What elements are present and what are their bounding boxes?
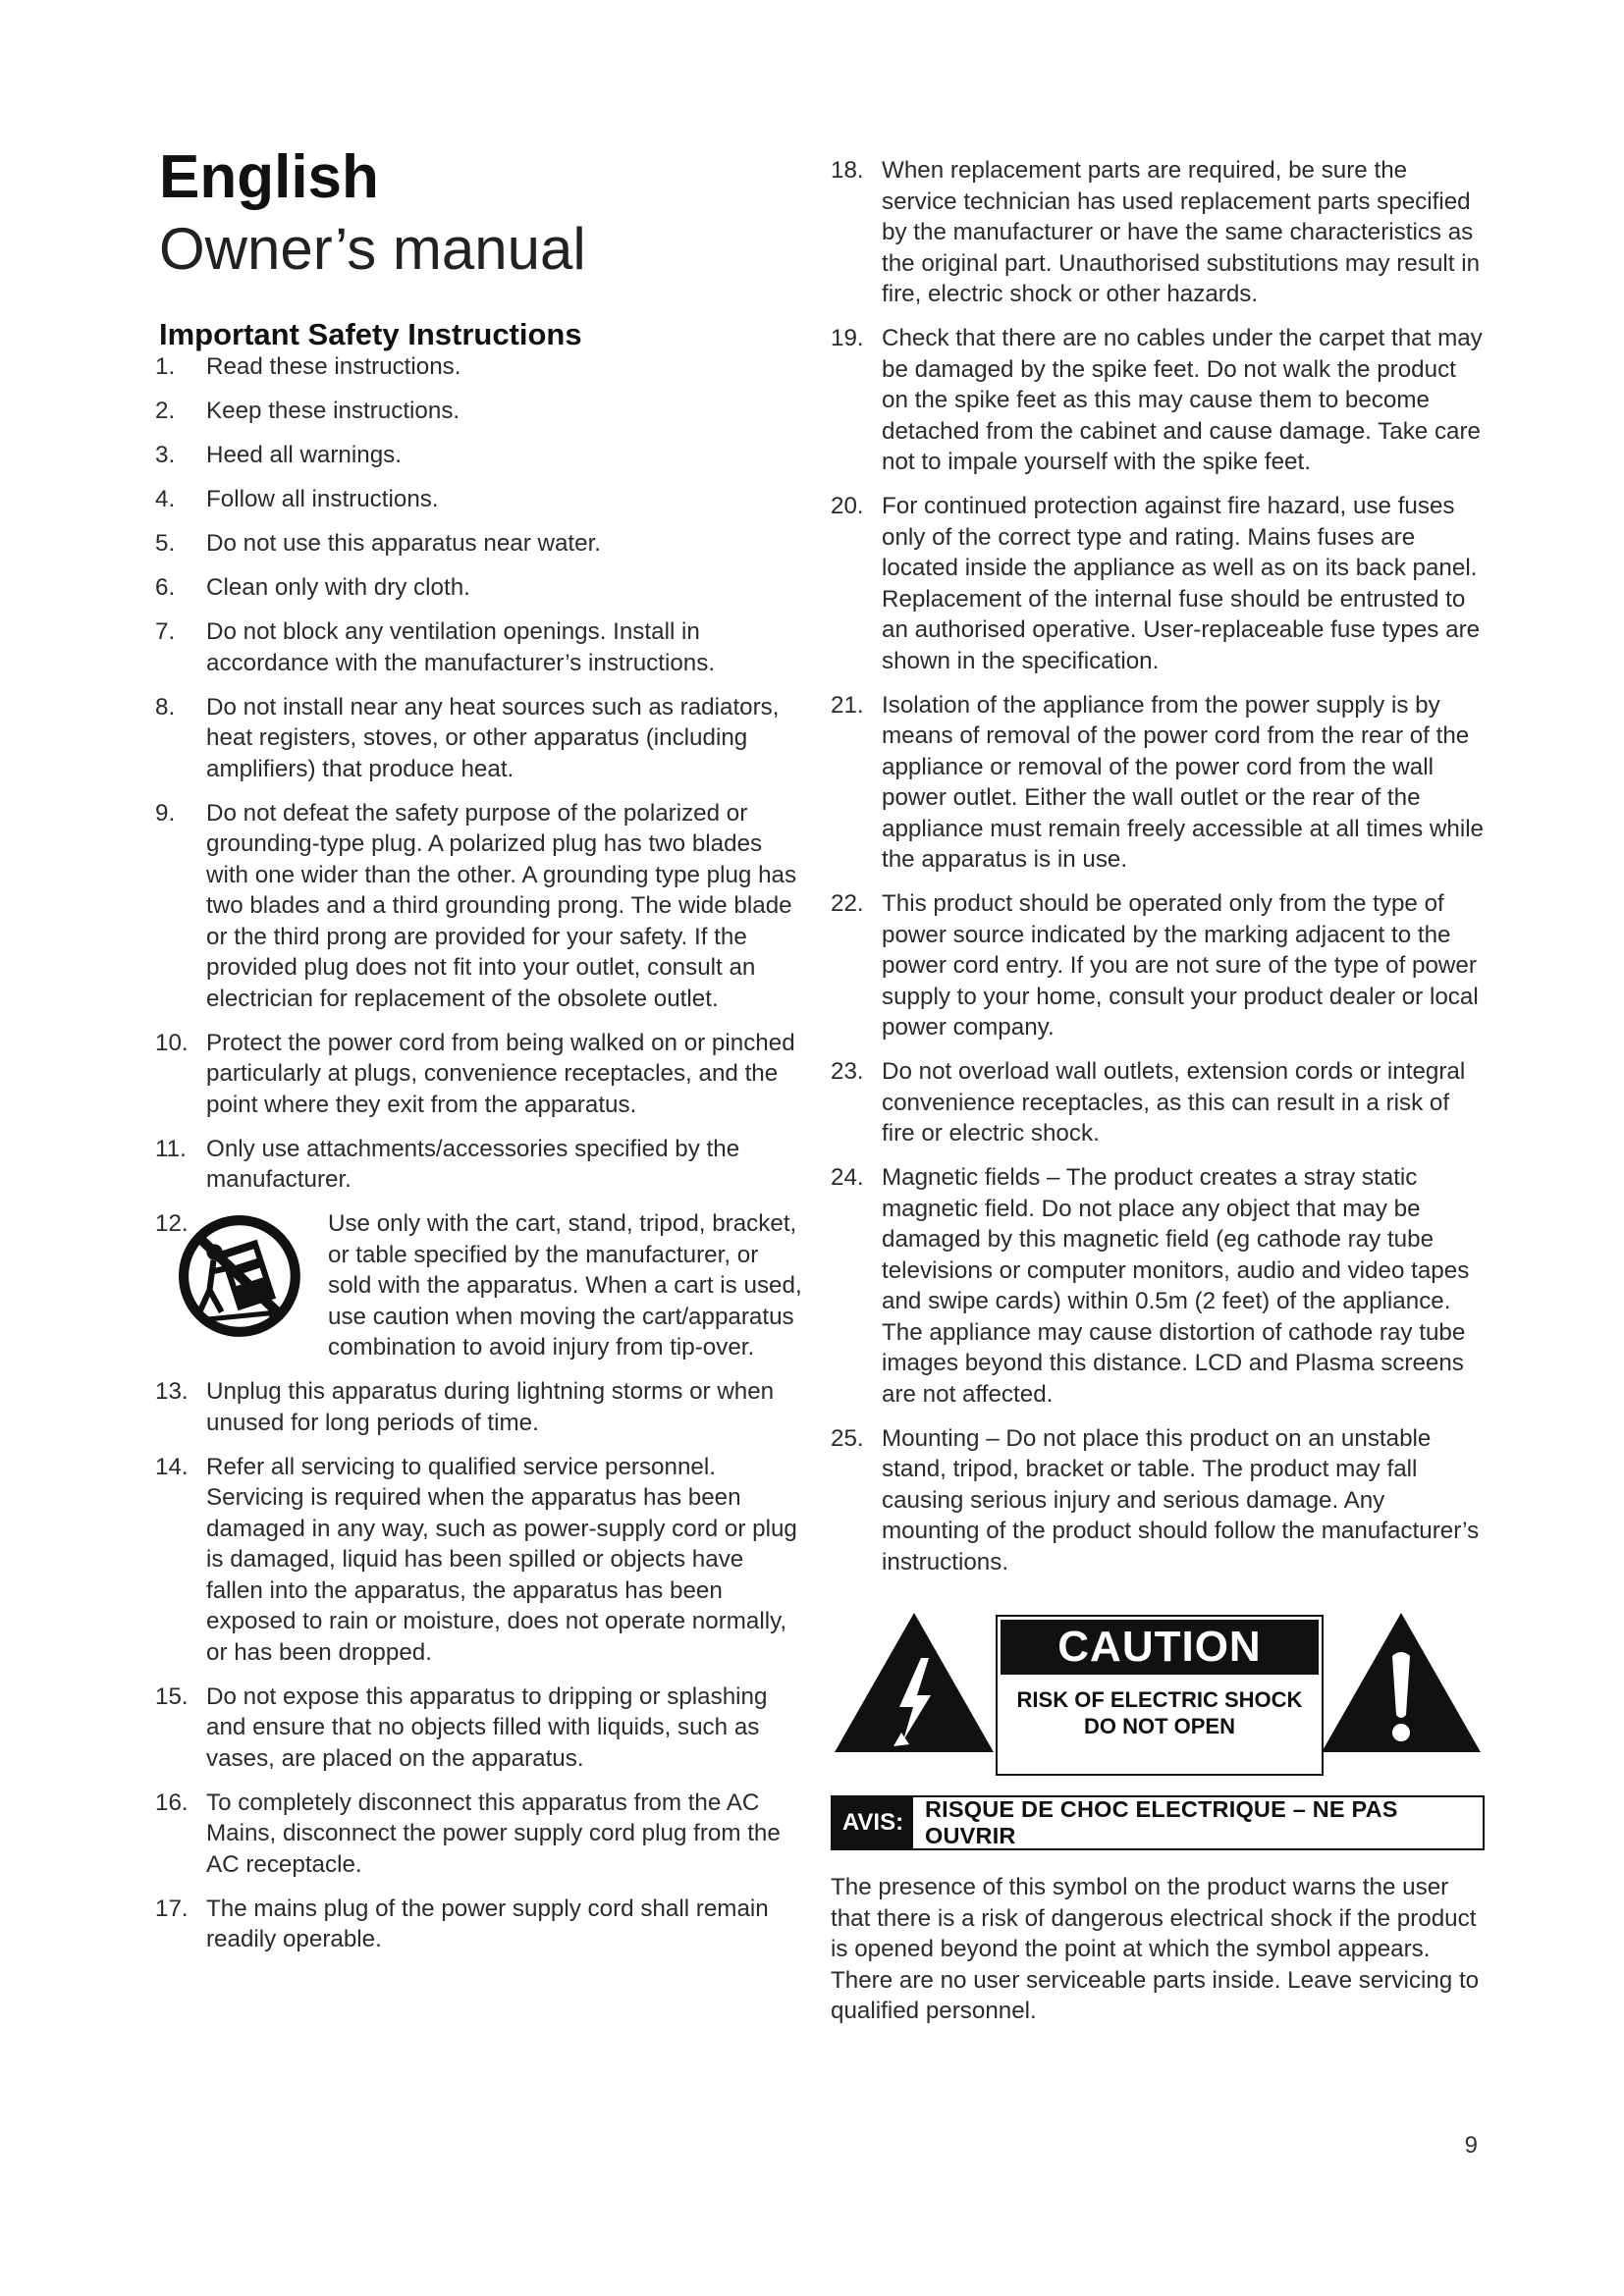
page-header xyxy=(159,143,787,352)
symbol-note: The presence of this symbol on the product warns the user that there is a risk of dangerous electrical shock if the product is opened beyond the point at which the symbol appears. There are no user serviceable parts inside. Leave servicing to qualified personnel. xyxy=(831,1874,1480,2024)
language-heading: English xyxy=(159,143,379,211)
list-item xyxy=(155,1788,805,1881)
item-text: Only use attachments/accessories specified by the manufacturer. xyxy=(206,1135,740,1193)
item-text: Do not overload wall outlets, extension cords or integral convenience receptacles, as this can result in a risk of fire or electric shock. xyxy=(882,1058,1466,1147)
list-item xyxy=(155,440,805,471)
list-item xyxy=(155,484,805,515)
list-item xyxy=(831,1423,1485,1578)
item-number: 20. xyxy=(831,493,864,519)
item-number: 15. xyxy=(155,1682,189,1710)
item-number: 9. xyxy=(155,799,176,827)
item-number: 19. xyxy=(831,325,864,351)
item-number: 1. xyxy=(155,353,176,380)
item-number: 14. xyxy=(155,1453,189,1480)
item-number: 22. xyxy=(831,890,864,917)
list-item xyxy=(155,692,805,785)
item-text: Protect the power cord from being walked on or pinched particularly at plugs, convenience receptacles, and the point where they exit from the apparatus. xyxy=(206,1029,795,1118)
item-text: Follow all instructions. xyxy=(206,486,439,512)
item-number: 16. xyxy=(155,1789,189,1816)
list-item xyxy=(155,572,805,604)
list-item xyxy=(155,528,805,560)
list-item xyxy=(155,351,805,383)
item-text: Check that there are no cables under the carpet that may be damaged by the spike feet. Do not walk the product on the spike feet as this may cause them to become detached from the cabinet and cause damage. Take care not to impale yourself with the spike feet. xyxy=(882,325,1483,475)
item-number: 4. xyxy=(155,486,176,512)
item-number: 13. xyxy=(155,1378,189,1405)
item-text: Refer all servicing to qualified service personnel. Servicing is required when the apparatus has been damaged in any way, such as power-supply cord or plug is damaged, liquid has been spilled or objects have fallen into the apparatus, the apparatus has been exposed to rain or moisture, does not operate normally, or has been dropped. xyxy=(206,1453,797,1666)
item-number: 8. xyxy=(155,693,176,721)
list-item xyxy=(831,155,1485,310)
item-text: Heed all warnings. xyxy=(206,442,402,468)
list-item xyxy=(155,798,805,1015)
item-number: 17. xyxy=(155,1895,189,1922)
item-text: For continued protection against fire hazard, use fuses only of the correct type and rating. Mains fuses are located inside the appliance as well as on its back panel. Replacement of the internal fuse should be entrusted to an authorised operative. User-replaceable fuse types are shown in the specification. xyxy=(882,493,1481,674)
item-text: Isolation of the appliance from the power supply is by means of removal of the power cord from the rear of the appliance or removal of the power cord from the wall power outlet. Either the wall outlet or the rear of the appliance must remain freely accessible at all times while the apparatus is in use. xyxy=(882,691,1485,873)
list-item xyxy=(831,690,1485,876)
item-text: Mounting – Do not place this product on an unstable stand, tripod, bracket or table. The product may fall causing serious injury and serious damage. Any mounting of the product should follow the manufacturer’s instructions. xyxy=(882,1424,1480,1575)
avis-bar xyxy=(831,1795,1485,1850)
item-number: 18. xyxy=(831,157,864,184)
item-text: Do not use this apparatus near water. xyxy=(206,530,602,557)
page-title: Owner’s manual xyxy=(159,216,586,282)
right-column xyxy=(831,155,1485,2051)
item-number: 21. xyxy=(831,691,864,719)
list-item xyxy=(831,323,1485,478)
safety-list-left xyxy=(155,351,805,1955)
list-item xyxy=(155,1376,805,1438)
item-text: Magnetic fields – The product creates a stray static magnetic field. Do not place any object that may be damaged by this magnetic field (eg cathode ray tube televisions or computer monitors, audio and video tapes and swipe cards) within 0.5m (2 feet) of the appliance. The appliance may cause distortion of cathode ray tube images beyond this distance. LCD and Plasma screens are not affected. xyxy=(882,1164,1470,1408)
list-item xyxy=(155,1452,805,1669)
item-text: The mains plug of the power supply cord shall remain readily operable. xyxy=(206,1895,769,1952)
list-item xyxy=(831,1056,1485,1149)
item-number: 23. xyxy=(831,1058,864,1085)
exclamation-warning-icon xyxy=(1318,1609,1485,1756)
item-number: 24. xyxy=(831,1164,864,1191)
item-text: Use only with the cart, stand, tripod, bracket, or table specified by the manufacturer, or sold with the apparatus. When a cart is used, use caution when moving the cart/apparatus combination to avoid injury from tip-over. xyxy=(328,1210,802,1361)
list-item xyxy=(155,1134,805,1196)
left-column xyxy=(155,351,805,1968)
item-text: Keep these instructions. xyxy=(206,398,460,424)
item-number: 3. xyxy=(155,442,176,468)
item-number: 12. xyxy=(155,1210,189,1237)
item-text: Do not install near any heat sources such as radiators, heat registers, stoves, or other apparatus (including amplifiers) that produce heat. xyxy=(206,693,780,782)
item-text: Do not expose this apparatus to dripping or splashing and ensure that no objects filled with liquids, such as vases, are placed on the apparatus. xyxy=(206,1682,768,1772)
list-item xyxy=(831,491,1485,676)
item-text: To completely disconnect this apparatus from the AC Mains, disconnect the power supply cord plug from the AC receptacle. xyxy=(206,1789,781,1878)
list-item xyxy=(155,1894,805,1955)
list-item xyxy=(155,616,805,678)
list-item xyxy=(831,888,1485,1043)
section-title: Important Safety Instructions xyxy=(159,317,582,351)
item-number: 2. xyxy=(155,398,176,424)
lightning-warning-icon xyxy=(831,1609,998,1756)
item-text: Read these instructions. xyxy=(206,353,461,380)
avis-text: RISQUE DE CHOC ELECTRIQUE – NE PAS OUVRIR xyxy=(925,1796,1398,1848)
list-item xyxy=(155,1682,805,1775)
page-number: 9 xyxy=(1464,2132,1478,2159)
caution-line-1: RISK OF ELECTRIC SHOCK xyxy=(1016,1687,1303,1712)
item-text: When replacement parts are required, be sure the service technician has used replacement parts specified by the manufacturer or have the same characteristics as the original part. Unauthorised substitutions may result in fire, electric shock or other hazards. xyxy=(882,157,1481,307)
item-number: 25. xyxy=(831,1424,864,1452)
item-text: Do not defeat the safety purpose of the polarized or grounding-type plug. A polarized plug has two blades with one wider than the other. A grounding type plug has two blades and a third grounding prong. The wide blade or the third prong are provided for your safety. If the provided plug does not fit into your outlet, consult an electrician for replacement of the obsolete outlet. xyxy=(206,799,797,1012)
caution-label xyxy=(831,1607,1485,1782)
item-text: Clean only with dry cloth. xyxy=(206,574,470,601)
item-number: 10. xyxy=(155,1029,189,1056)
item-number: 11. xyxy=(155,1135,187,1162)
caution-title: CAUTION xyxy=(1001,1620,1319,1675)
item-number: 6. xyxy=(155,574,176,601)
avis-label: AVIS: xyxy=(833,1797,913,1848)
list-item xyxy=(831,1162,1485,1410)
item-text: Unplug this apparatus during lightning storms or when unused for long periods of time. xyxy=(206,1378,775,1436)
caution-box xyxy=(996,1615,1324,1776)
caution-line-2: DO NOT OPEN xyxy=(1083,1714,1235,1738)
list-item xyxy=(155,1208,805,1363)
list-item xyxy=(155,396,805,427)
list-item xyxy=(155,1028,805,1121)
item-text: This product should be operated only from the type of power source indicated by the marking adjacent to the power cord entry. If you are not sure of the type of power supply to your home, consult your product dealer or local power company. xyxy=(882,890,1479,1041)
item-number: 7. xyxy=(155,618,176,645)
safety-list-right xyxy=(831,155,1485,1577)
item-number: 5. xyxy=(155,530,176,557)
cart-tipover-warning-icon xyxy=(167,1212,322,1342)
item-text: Do not block any ventilation openings. Install in accordance with the manufacturer’s instructions. xyxy=(206,618,716,676)
